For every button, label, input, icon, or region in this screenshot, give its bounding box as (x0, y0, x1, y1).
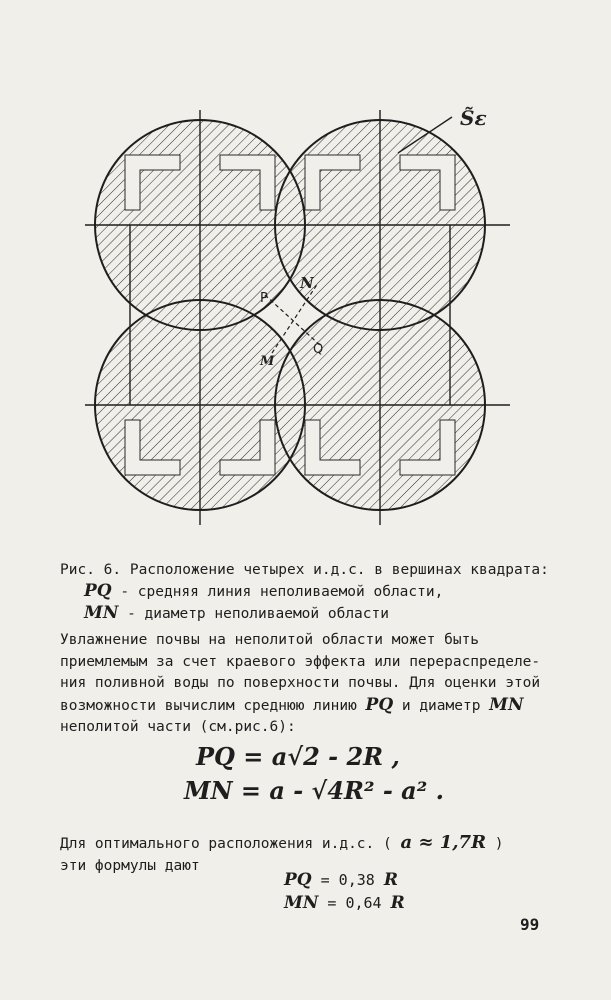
result-pq-symbol: PQ (284, 870, 312, 890)
result-mn-symbol: MN (284, 893, 319, 913)
result-mn-value: = 0,64 (318, 894, 391, 912)
result-mn-r: R (390, 893, 405, 913)
page-number: 99 (520, 915, 540, 934)
label-q: Q (313, 342, 324, 357)
label-s-epsilon: S̃ε (460, 106, 487, 130)
pq-description: - средняя линия неполиваемой области, (111, 584, 444, 600)
optimal-line-1 (60, 832, 504, 856)
figure-caption (60, 560, 549, 625)
optimal-expression: a ≈ 1,7R (400, 832, 487, 853)
body-line-5: неполитой части (см.рис.6): (60, 719, 296, 735)
optimal-text (60, 832, 504, 877)
result-mn (284, 893, 405, 913)
caption-line-mn (60, 603, 549, 625)
mn-symbol: MN (84, 603, 119, 623)
body-line-4-text-b: и диаметр (393, 697, 490, 714)
body-pq-symbol: PQ (365, 694, 394, 715)
body-line-3: ния поливной воды по поверхности почвы. Для оценки этой (60, 675, 541, 691)
formula-pq: PQ = a√2 - 2R , (196, 742, 400, 771)
body-mn-symbol: MN (489, 694, 524, 715)
formula-mn: MN = a - √4R² - a² . (184, 776, 444, 805)
label-n: N (300, 274, 314, 292)
label-p: P (260, 291, 268, 306)
mn-description: - диаметр неполиваемой области (118, 606, 389, 622)
body-line-2: приемлемым за счет краевого эффекта или перераспределе- (60, 653, 541, 670)
optimal-line-1-text: Для оптимального расположения и.д.с. ( (60, 836, 401, 852)
optimal-line-2: эти формулы дают (60, 857, 200, 874)
result-pq-value: = 0,38 (311, 871, 384, 889)
body-line-4 (60, 695, 540, 718)
body-line-4-text-a: возможности вычислим среднюю линию (60, 697, 366, 714)
result-pq (284, 870, 398, 890)
caption-line-1: Рис. 6. Расположение четырех и.д.с. в вершинах квадрата: (60, 562, 549, 578)
body-line-1: Увлажнение почвы на неполитой области может быть (60, 632, 480, 648)
optimal-line-1-close: ) (486, 836, 504, 852)
body-paragraph (60, 630, 540, 739)
label-m: M (260, 354, 275, 369)
caption-line-pq (60, 581, 549, 603)
figure-four-circles (80, 95, 550, 550)
result-pq-r: R (383, 870, 398, 890)
pq-symbol: PQ (84, 581, 112, 601)
